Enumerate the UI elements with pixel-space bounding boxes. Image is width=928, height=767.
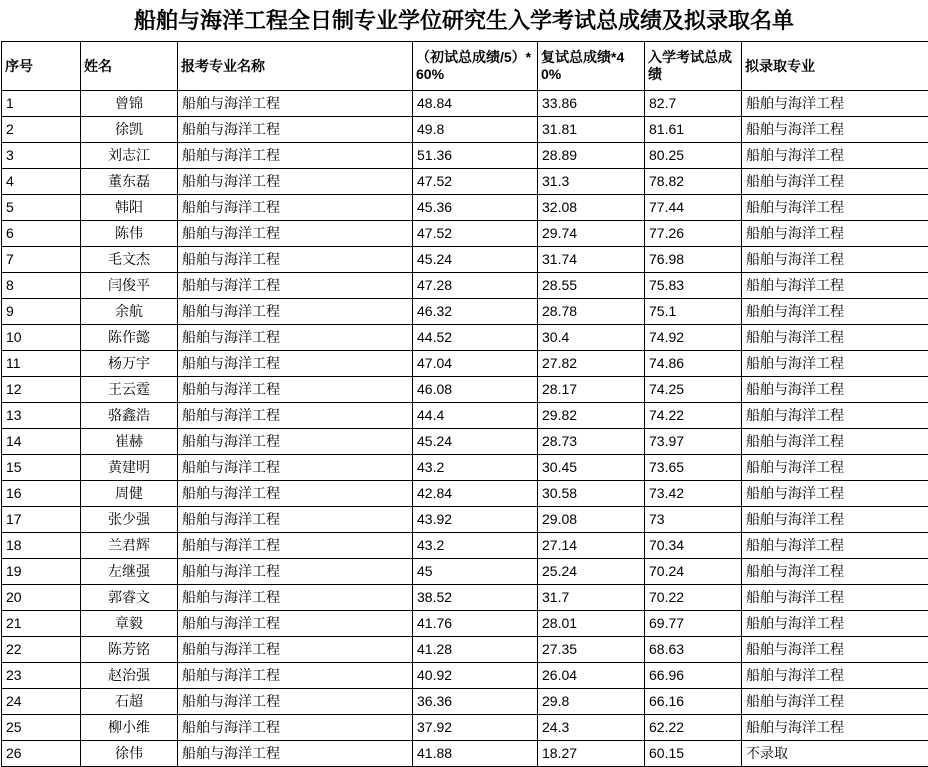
cell-applied-major: 船舶与海洋工程: [178, 195, 413, 221]
cell-second-exam-score: 27.35: [538, 637, 645, 663]
column-header-admitted-major: 拟录取专业: [742, 42, 928, 91]
cell-second-exam-score: 27.82: [538, 351, 645, 377]
cell-name: 杨万宇: [81, 351, 178, 377]
column-header-first-exam-score: （初试总成绩/5）*60%: [413, 42, 538, 91]
cell-first-exam-score: 48.84: [413, 91, 538, 117]
cell-name: 韩阳: [81, 195, 178, 221]
cell-first-exam-score: 45.24: [413, 247, 538, 273]
cell-applied-major: 船舶与海洋工程: [178, 689, 413, 715]
cell-name: 骆鑫浩: [81, 403, 178, 429]
table-row: [2, 221, 928, 247]
cell-second-exam-score: 27.14: [538, 533, 645, 559]
table-row: [2, 195, 928, 221]
cell-second-exam-score: 24.3: [538, 715, 645, 741]
cell-second-exam-score: 25.24: [538, 559, 645, 585]
cell-applied-major: 船舶与海洋工程: [178, 507, 413, 533]
cell-seq: 10: [2, 325, 81, 351]
cell-total-score: 74.92: [645, 325, 742, 351]
cell-total-score: 77.44: [645, 195, 742, 221]
cell-second-exam-score: 29.82: [538, 403, 645, 429]
cell-seq: 6: [2, 221, 81, 247]
cell-admitted-major: 船舶与海洋工程: [742, 221, 928, 247]
cell-applied-major: 船舶与海洋工程: [178, 559, 413, 585]
cell-second-exam-score: 30.58: [538, 481, 645, 507]
cell-first-exam-score: 46.08: [413, 377, 538, 403]
cell-admitted-major: 船舶与海洋工程: [742, 611, 928, 637]
cell-seq: 16: [2, 481, 81, 507]
table-row: [2, 247, 928, 273]
table-row: [2, 273, 928, 299]
results-table: [1, 41, 928, 767]
table-row: [2, 403, 928, 429]
cell-second-exam-score: 30.4: [538, 325, 645, 351]
table-row: [2, 377, 928, 403]
cell-name: 柳小维: [81, 715, 178, 741]
cell-applied-major: 船舶与海洋工程: [178, 611, 413, 637]
cell-total-score: 77.26: [645, 221, 742, 247]
cell-seq: 7: [2, 247, 81, 273]
cell-second-exam-score: 18.27: [538, 741, 645, 767]
table-row: [2, 429, 928, 455]
cell-name: 石超: [81, 689, 178, 715]
table-row: [2, 351, 928, 377]
cell-applied-major: 船舶与海洋工程: [178, 221, 413, 247]
cell-seq: 26: [2, 741, 81, 767]
cell-first-exam-score: 47.52: [413, 169, 538, 195]
cell-seq: 12: [2, 377, 81, 403]
cell-applied-major: 船舶与海洋工程: [178, 481, 413, 507]
cell-admitted-major: 船舶与海洋工程: [742, 247, 928, 273]
cell-admitted-major: 船舶与海洋工程: [742, 195, 928, 221]
cell-seq: 9: [2, 299, 81, 325]
cell-name: 董东磊: [81, 169, 178, 195]
cell-admitted-major: 船舶与海洋工程: [742, 715, 928, 741]
cell-seq: 22: [2, 637, 81, 663]
cell-total-score: 73.42: [645, 481, 742, 507]
cell-applied-major: 船舶与海洋工程: [178, 429, 413, 455]
column-header-second-exam-score: 复试总成绩*40%: [538, 42, 645, 91]
table-row: [2, 559, 928, 585]
cell-applied-major: 船舶与海洋工程: [178, 143, 413, 169]
cell-first-exam-score: 36.36: [413, 689, 538, 715]
cell-total-score: 73.97: [645, 429, 742, 455]
cell-admitted-major: 船舶与海洋工程: [742, 117, 928, 143]
cell-second-exam-score: 29.8: [538, 689, 645, 715]
cell-first-exam-score: 40.92: [413, 663, 538, 689]
cell-name: 张少强: [81, 507, 178, 533]
cell-name: 陈作懿: [81, 325, 178, 351]
table-row: [2, 611, 928, 637]
cell-applied-major: 船舶与海洋工程: [178, 247, 413, 273]
cell-applied-major: 船舶与海洋工程: [178, 715, 413, 741]
cell-seq: 5: [2, 195, 81, 221]
cell-admitted-major: 船舶与海洋工程: [742, 143, 928, 169]
cell-name: 陈伟: [81, 221, 178, 247]
table-row: [2, 689, 928, 715]
cell-second-exam-score: 28.17: [538, 377, 645, 403]
column-header-total-score: 入学考试总成绩: [645, 42, 742, 91]
cell-name: 徐伟: [81, 741, 178, 767]
cell-first-exam-score: 43.2: [413, 533, 538, 559]
cell-first-exam-score: 47.04: [413, 351, 538, 377]
cell-second-exam-score: 28.73: [538, 429, 645, 455]
table-row: [2, 741, 928, 767]
cell-second-exam-score: 29.08: [538, 507, 645, 533]
cell-applied-major: 船舶与海洋工程: [178, 403, 413, 429]
cell-name: 崔赫: [81, 429, 178, 455]
cell-first-exam-score: 51.36: [413, 143, 538, 169]
cell-total-score: 70.24: [645, 559, 742, 585]
cell-second-exam-score: 31.3: [538, 169, 645, 195]
cell-total-score: 74.22: [645, 403, 742, 429]
cell-seq: 13: [2, 403, 81, 429]
cell-total-score: 69.77: [645, 611, 742, 637]
cell-total-score: 70.34: [645, 533, 742, 559]
cell-first-exam-score: 43.2: [413, 455, 538, 481]
cell-admitted-major: 船舶与海洋工程: [742, 403, 928, 429]
table-row: [2, 637, 928, 663]
cell-first-exam-score: 46.32: [413, 299, 538, 325]
cell-first-exam-score: 45.24: [413, 429, 538, 455]
cell-total-score: 60.15: [645, 741, 742, 767]
table-row: [2, 663, 928, 689]
cell-second-exam-score: 30.45: [538, 455, 645, 481]
cell-second-exam-score: 26.04: [538, 663, 645, 689]
cell-total-score: 68.63: [645, 637, 742, 663]
table-row: [2, 507, 928, 533]
table-row: [2, 117, 928, 143]
column-header-applied-major: 报考专业名称: [178, 42, 413, 91]
cell-seq: 20: [2, 585, 81, 611]
cell-admitted-major: 船舶与海洋工程: [742, 377, 928, 403]
cell-admitted-major: 船舶与海洋工程: [742, 325, 928, 351]
cell-first-exam-score: 47.28: [413, 273, 538, 299]
cell-total-score: 73: [645, 507, 742, 533]
page-title: 船舶与海洋工程全日制专业学位研究生入学考试总成绩及拟录取名单: [0, 0, 928, 41]
cell-seq: 21: [2, 611, 81, 637]
cell-applied-major: 船舶与海洋工程: [178, 741, 413, 767]
cell-admitted-major: 船舶与海洋工程: [742, 169, 928, 195]
cell-first-exam-score: 44.52: [413, 325, 538, 351]
cell-admitted-major: 船舶与海洋工程: [742, 533, 928, 559]
table-row: [2, 585, 928, 611]
cell-first-exam-score: 41.88: [413, 741, 538, 767]
cell-name: 兰君辉: [81, 533, 178, 559]
cell-name: 左继强: [81, 559, 178, 585]
cell-name: 余航: [81, 299, 178, 325]
table-row: [2, 169, 928, 195]
cell-first-exam-score: 42.84: [413, 481, 538, 507]
cell-admitted-major: 船舶与海洋工程: [742, 481, 928, 507]
cell-seq: 14: [2, 429, 81, 455]
cell-second-exam-score: 31.7: [538, 585, 645, 611]
cell-seq: 3: [2, 143, 81, 169]
cell-applied-major: 船舶与海洋工程: [178, 299, 413, 325]
cell-applied-major: 船舶与海洋工程: [178, 533, 413, 559]
cell-name: 闫俊平: [81, 273, 178, 299]
cell-total-score: 75.1: [645, 299, 742, 325]
table-row: [2, 325, 928, 351]
cell-applied-major: 船舶与海洋工程: [178, 273, 413, 299]
cell-seq: 11: [2, 351, 81, 377]
cell-total-score: 82.7: [645, 91, 742, 117]
cell-total-score: 81.61: [645, 117, 742, 143]
table-header: [2, 42, 928, 91]
cell-admitted-major: 船舶与海洋工程: [742, 429, 928, 455]
cell-total-score: 70.22: [645, 585, 742, 611]
cell-total-score: 74.86: [645, 351, 742, 377]
cell-name: 黄建明: [81, 455, 178, 481]
cell-admitted-major: 船舶与海洋工程: [742, 585, 928, 611]
column-header-seq: 序号: [2, 42, 81, 91]
table-row: [2, 299, 928, 325]
cell-name: 毛文杰: [81, 247, 178, 273]
cell-seq: 19: [2, 559, 81, 585]
cell-admitted-major: 船舶与海洋工程: [742, 507, 928, 533]
table-row: [2, 481, 928, 507]
table-row: [2, 715, 928, 741]
table-row: [2, 455, 928, 481]
column-header-name: 姓名: [81, 42, 178, 91]
cell-first-exam-score: 37.92: [413, 715, 538, 741]
cell-seq: 2: [2, 117, 81, 143]
cell-first-exam-score: 45: [413, 559, 538, 585]
cell-admitted-major: 不录取: [742, 741, 928, 767]
table-body: [2, 91, 928, 767]
table-header-row: [2, 42, 928, 91]
cell-seq: 24: [2, 689, 81, 715]
cell-admitted-major: 船舶与海洋工程: [742, 689, 928, 715]
cell-total-score: 62.22: [645, 715, 742, 741]
cell-seq: 4: [2, 169, 81, 195]
cell-applied-major: 船舶与海洋工程: [178, 663, 413, 689]
cell-name: 徐凯: [81, 117, 178, 143]
cell-seq: 8: [2, 273, 81, 299]
cell-first-exam-score: 43.92: [413, 507, 538, 533]
cell-second-exam-score: 33.86: [538, 91, 645, 117]
cell-second-exam-score: 31.81: [538, 117, 645, 143]
cell-seq: 18: [2, 533, 81, 559]
cell-first-exam-score: 41.28: [413, 637, 538, 663]
cell-name: 陈芳铭: [81, 637, 178, 663]
cell-admitted-major: 船舶与海洋工程: [742, 351, 928, 377]
cell-first-exam-score: 41.76: [413, 611, 538, 637]
cell-name: 刘志江: [81, 143, 178, 169]
cell-admitted-major: 船舶与海洋工程: [742, 637, 928, 663]
cell-total-score: 66.96: [645, 663, 742, 689]
cell-name: 曾锦: [81, 91, 178, 117]
cell-name: 赵治强: [81, 663, 178, 689]
cell-admitted-major: 船舶与海洋工程: [742, 455, 928, 481]
cell-name: 郭睿文: [81, 585, 178, 611]
cell-seq: 25: [2, 715, 81, 741]
cell-applied-major: 船舶与海洋工程: [178, 325, 413, 351]
cell-admitted-major: 船舶与海洋工程: [742, 273, 928, 299]
cell-applied-major: 船舶与海洋工程: [178, 585, 413, 611]
cell-total-score: 76.98: [645, 247, 742, 273]
table-row: [2, 91, 928, 117]
cell-seq: 15: [2, 455, 81, 481]
table-row: [2, 533, 928, 559]
cell-admitted-major: 船舶与海洋工程: [742, 299, 928, 325]
cell-seq: 17: [2, 507, 81, 533]
cell-seq: 23: [2, 663, 81, 689]
cell-seq: 1: [2, 91, 81, 117]
cell-second-exam-score: 28.01: [538, 611, 645, 637]
cell-total-score: 80.25: [645, 143, 742, 169]
cell-applied-major: 船舶与海洋工程: [178, 169, 413, 195]
cell-applied-major: 船舶与海洋工程: [178, 377, 413, 403]
cell-admitted-major: 船舶与海洋工程: [742, 559, 928, 585]
cell-applied-major: 船舶与海洋工程: [178, 455, 413, 481]
cell-name: 周健: [81, 481, 178, 507]
cell-name: 章毅: [81, 611, 178, 637]
cell-total-score: 78.82: [645, 169, 742, 195]
cell-second-exam-score: 32.08: [538, 195, 645, 221]
cell-second-exam-score: 28.78: [538, 299, 645, 325]
cell-applied-major: 船舶与海洋工程: [178, 91, 413, 117]
cell-total-score: 73.65: [645, 455, 742, 481]
cell-first-exam-score: 45.36: [413, 195, 538, 221]
cell-second-exam-score: 29.74: [538, 221, 645, 247]
cell-first-exam-score: 38.52: [413, 585, 538, 611]
cell-first-exam-score: 44.4: [413, 403, 538, 429]
cell-total-score: 66.16: [645, 689, 742, 715]
cell-name: 王云霆: [81, 377, 178, 403]
cell-second-exam-score: 28.89: [538, 143, 645, 169]
cell-applied-major: 船舶与海洋工程: [178, 117, 413, 143]
cell-applied-major: 船舶与海洋工程: [178, 351, 413, 377]
cell-total-score: 75.83: [645, 273, 742, 299]
cell-second-exam-score: 28.55: [538, 273, 645, 299]
cell-admitted-major: 船舶与海洋工程: [742, 91, 928, 117]
cell-applied-major: 船舶与海洋工程: [178, 637, 413, 663]
cell-second-exam-score: 31.74: [538, 247, 645, 273]
cell-total-score: 74.25: [645, 377, 742, 403]
table-row: [2, 143, 928, 169]
cell-admitted-major: 船舶与海洋工程: [742, 663, 928, 689]
cell-first-exam-score: 47.52: [413, 221, 538, 247]
cell-first-exam-score: 49.8: [413, 117, 538, 143]
